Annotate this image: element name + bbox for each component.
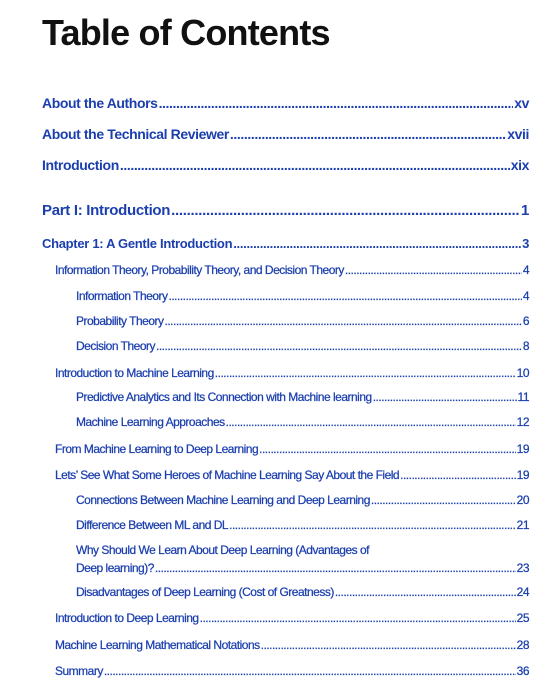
toc-intro-machine-learning[interactable] (55, 366, 529, 380)
toc-entry-title: Disadvantages of Deep Learning (Cost of Greatness) (76, 585, 334, 599)
toc-entry-title: About the Authors (42, 95, 158, 111)
toc-summary[interactable] (55, 664, 529, 678)
toc-entry-title: Difference Between ML and DL (76, 518, 229, 532)
dot-leader (335, 585, 516, 599)
toc-about-technical-reviewer[interactable] (42, 126, 529, 142)
dot-leader (230, 126, 506, 142)
dot-leader (155, 561, 516, 575)
page-title: Table of Contents (42, 12, 330, 53)
toc-entry-title: Why Should We Learn About Deep Learning (Advantages of (76, 543, 369, 557)
toc-information-theory[interactable] (76, 289, 529, 303)
toc-ml-math-notations[interactable] (55, 638, 529, 652)
toc-probability-theory[interactable] (76, 314, 529, 328)
dot-leader (171, 202, 520, 219)
dot-leader (200, 611, 516, 625)
toc-ml-to-dl[interactable] (55, 442, 529, 456)
toc-difference-ml-dl[interactable] (76, 518, 529, 532)
toc-ml-approaches[interactable] (76, 415, 529, 429)
toc-entry-title: Information Theory (76, 289, 168, 303)
toc-page-number: 24 (516, 585, 529, 599)
toc-entry-title: Summary (55, 664, 103, 678)
toc-entry-title: Part I: Introduction (42, 202, 171, 219)
toc-entry-title: Introduction to Machine Learning (55, 366, 214, 380)
toc-page-number: 12 (516, 415, 529, 429)
toc-page-number: 19 (516, 468, 529, 482)
toc-entry-title: Connections Between Machine Learning and Deep Learning (76, 493, 370, 507)
toc-page-number: 28 (516, 638, 529, 652)
toc-page-number: 6 (522, 314, 529, 328)
toc-page-number: 23 (516, 561, 529, 575)
dot-leader (373, 390, 517, 404)
toc-page-number: 36 (516, 664, 529, 678)
toc-heroes-of-ml[interactable] (55, 468, 529, 482)
toc-page-number: xix (510, 157, 529, 173)
toc-page-number: 3 (522, 236, 529, 251)
toc-why-learn-dl[interactable] (76, 543, 529, 575)
dot-leader (159, 95, 514, 111)
toc-entry-title: From Machine Learning to Deep Learning (55, 442, 259, 456)
toc-page-number: 11 (517, 390, 529, 404)
toc-page-number: 4 (522, 289, 529, 303)
dot-leader (226, 415, 516, 429)
dot-leader (400, 468, 516, 482)
dot-leader (104, 664, 516, 678)
toc-entry-title: Machine Learning Mathematical Notations (55, 638, 260, 652)
toc-page-number: 10 (516, 366, 529, 380)
dot-leader (233, 236, 521, 251)
toc-introduction[interactable] (42, 157, 529, 173)
toc-information-probability-decision-theory[interactable] (55, 263, 529, 277)
dot-leader (345, 263, 522, 277)
toc-about-authors[interactable] (42, 95, 529, 111)
toc-entry-title: Chapter 1: A Gentle Introduction (42, 236, 233, 251)
toc-page-number: xvii (507, 126, 529, 142)
toc-intro-deep-learning[interactable] (55, 611, 529, 625)
toc-entry-title: Introduction to Deep Learning (55, 611, 199, 625)
dot-leader (215, 366, 516, 380)
toc-predictive-analytics[interactable] (76, 390, 529, 404)
toc-page-number: 8 (522, 339, 529, 353)
toc-entry-title: Predictive Analytics and Its Connection with Machine learning (76, 390, 372, 404)
toc-chapter-1[interactable] (42, 236, 529, 251)
toc-entry-title: Machine Learning Approaches (76, 415, 225, 429)
toc-entry-title: Information Theory, Probability Theory, and Decision Theory (55, 263, 344, 277)
toc-entry-line-2 (76, 561, 529, 575)
toc-decision-theory[interactable] (76, 339, 529, 353)
toc-entry-title: Lets’ See What Some Heroes of Machine Learning Say About the Field (55, 468, 400, 482)
toc-page-number: 21 (516, 518, 529, 532)
toc-connections-ml-dl[interactable] (76, 493, 529, 507)
toc-entry-title: Probability Theory (76, 314, 164, 328)
dot-leader (165, 314, 522, 328)
dot-leader (156, 339, 522, 353)
dot-leader (169, 289, 522, 303)
toc-entry-title: Deep learning)? (76, 561, 154, 575)
dot-leader (261, 638, 516, 652)
toc-page-number: 20 (516, 493, 529, 507)
toc-entry-title: Decision Theory (76, 339, 155, 353)
toc-page-number: xv (514, 95, 529, 111)
toc-page-number: 4 (522, 263, 529, 277)
toc-page-number: 25 (516, 611, 529, 625)
toc-entry-title: About the Technical Reviewer (42, 126, 229, 142)
toc-page-number: 19 (516, 442, 529, 456)
toc-entry-title: Introduction (42, 157, 119, 173)
toc-disadvantages-dl[interactable] (76, 585, 529, 599)
toc-page-number: 1 (520, 202, 529, 219)
toc-entry-line-1 (76, 543, 529, 557)
dot-leader (259, 442, 516, 456)
dot-leader (229, 518, 516, 532)
dot-leader (371, 493, 516, 507)
toc-part-1[interactable] (42, 202, 529, 219)
dot-leader (120, 157, 510, 173)
